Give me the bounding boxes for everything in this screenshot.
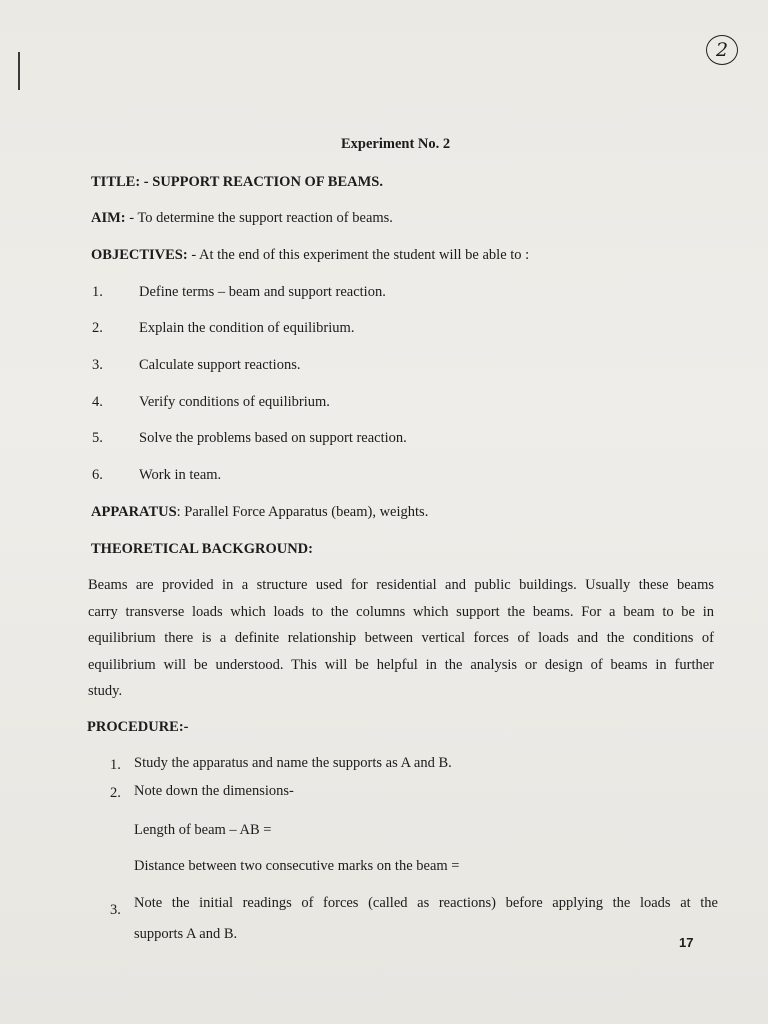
objective-num: 5. bbox=[92, 430, 103, 446]
aim-label: AIM: bbox=[91, 210, 126, 226]
aim-line bbox=[91, 210, 393, 227]
objective-num: 4. bbox=[92, 394, 103, 410]
objectives-label: OBJECTIVES: bbox=[91, 247, 188, 263]
theory-paragraph bbox=[88, 572, 714, 705]
procedure-step-num: 3. bbox=[110, 902, 121, 918]
objective-item: Work in team. bbox=[139, 467, 222, 483]
margin-mark bbox=[18, 52, 20, 90]
mark-distance-field: Distance between two consecutive marks on the beam = bbox=[134, 858, 460, 874]
objective-item: Define terms – beam and support reaction. bbox=[139, 284, 386, 300]
procedure-step: Note down the dimensions- bbox=[134, 783, 294, 799]
title-label: TITLE: bbox=[91, 174, 141, 190]
title-line bbox=[91, 174, 383, 191]
beam-length-field: Length of beam – AB = bbox=[134, 822, 272, 838]
aim-text: - To determine the support reaction of beams. bbox=[125, 210, 393, 226]
theory-line: equilibrium there is a definite relationship between vertical forces of loads and the conditions of bbox=[88, 630, 714, 646]
objective-item: Calculate support reactions. bbox=[139, 357, 301, 373]
experiment-heading: Experiment No. 2 bbox=[341, 136, 451, 152]
objective-item: Verify conditions of equilibrium. bbox=[139, 394, 330, 410]
procedure-step-num: 2. bbox=[110, 785, 121, 801]
page-mark-circled: 2 bbox=[706, 35, 738, 65]
objective-num: 2. bbox=[92, 320, 103, 336]
procedure-step-continued: supports A and B. bbox=[134, 926, 238, 942]
theory-line: Beams are provided in a structure used for residential and public buildings. Usually these beams bbox=[88, 577, 714, 593]
apparatus-line bbox=[91, 504, 428, 521]
procedure-step: Study the apparatus and name the supports as A and B. bbox=[134, 755, 452, 771]
objective-num: 1. bbox=[92, 284, 103, 300]
theory-heading: THEORETICAL BACKGROUND: bbox=[91, 541, 313, 557]
apparatus-label: APPARATUS bbox=[91, 504, 177, 520]
objective-num: 3. bbox=[92, 357, 103, 373]
objective-item: Solve the problems based on support reaction. bbox=[139, 430, 407, 446]
objective-num: 6. bbox=[92, 467, 103, 483]
objectives-intro: - At the end of this experiment the student will be able to : bbox=[187, 247, 530, 263]
theory-line: equilibrium will be understood. This will be helpful in the analysis or design of beams in further bbox=[88, 656, 714, 673]
procedure-heading: PROCEDURE:- bbox=[87, 719, 189, 735]
theory-line: study. bbox=[88, 683, 123, 699]
theory-line: carry transverse loads which loads to the columns which support the beams. For a beam to be in bbox=[88, 603, 714, 620]
objectives-line bbox=[91, 247, 529, 264]
page-number: 17 bbox=[679, 935, 694, 950]
apparatus-text: : Parallel Force Apparatus (beam), weights. bbox=[176, 504, 429, 520]
procedure-step-num: 1. bbox=[110, 757, 121, 773]
objective-item: Explain the condition of equilibrium. bbox=[139, 320, 355, 336]
procedure-step: Note the initial readings of forces (called as reactions) before applying the loads at the bbox=[134, 895, 718, 911]
title-text: - SUPPORT REACTION OF BEAMS. bbox=[140, 174, 383, 190]
